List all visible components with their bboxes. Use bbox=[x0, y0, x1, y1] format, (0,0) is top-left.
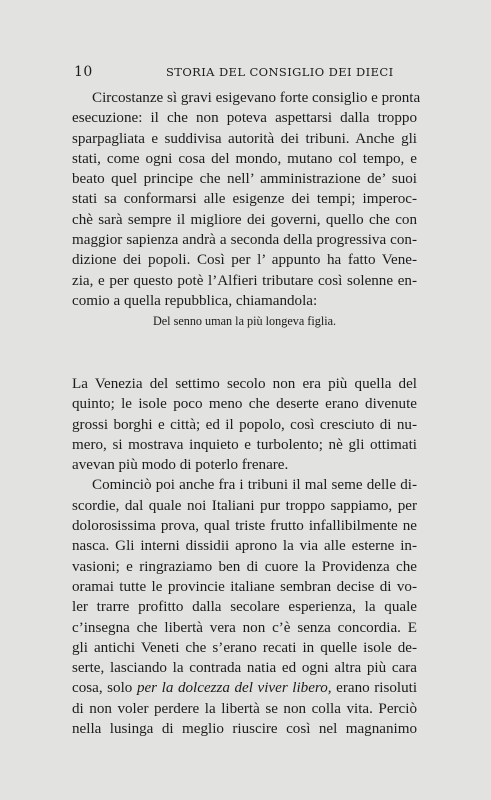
text-line: gli antichi Veneti che s’erano recati in quelle isole de- bbox=[72, 639, 417, 656]
text-segment: cosa, solo bbox=[72, 680, 133, 697]
text-line: maggior sapienza andrà a seconda della progressiva con- bbox=[72, 232, 417, 249]
text-line: sparpagliata e suddivisa autorità dei tribuni. Anche gli bbox=[72, 130, 417, 147]
text-line: comio a quella repubblica, chiamandola: bbox=[72, 292, 318, 309]
italic-quote: per la dolcezza del viver libero, bbox=[136, 680, 332, 697]
verse-quotation: Del senno uman la più longeva figlia. bbox=[152, 314, 337, 328]
text-line: ler trarre profitto dalla secolare esperienza, la quale bbox=[72, 599, 417, 616]
text-segment: erano risoluti bbox=[336, 680, 418, 697]
running-title: STORIA DEL CONSIGLIO DEI DIECI bbox=[166, 65, 394, 79]
text-line: c’insegna che libertà vera non c’è senza concordia. E bbox=[72, 619, 417, 636]
text-line: mero, si mostrava inquieto e turbolento; nè gli ottimati bbox=[72, 436, 417, 453]
text-line: Cominciò poi anche fra i tribuni il mal seme delle di- bbox=[92, 477, 417, 494]
text-line: stati, come ogni cosa del mondo, mutano col tempo, e bbox=[72, 150, 417, 167]
text-line: di non voler perdere la libertà se non colla vita. Perciò bbox=[72, 700, 417, 717]
text-line: chè sarà sempre il migliore dei governi, quello che con bbox=[72, 211, 417, 228]
text-line: nella lusinga di meglio riuscire così nel magnanimo bbox=[72, 721, 417, 738]
text-line bbox=[72, 678, 417, 698]
text-line: vasioni; e ringraziamo ben di cuore la Providenza che bbox=[72, 558, 417, 575]
paragraphs-2-3 bbox=[72, 374, 417, 739]
text-line: avevan più modo di poterlo frenare. bbox=[72, 457, 289, 474]
text-line: scordie, dal quale noi Italiani pur troppo sappiamo, per bbox=[72, 497, 417, 514]
text-line: serte, lasciando la contrada natia ed ogni altra più cara bbox=[72, 660, 417, 677]
paragraph-1 bbox=[72, 88, 421, 311]
text-line: stati sa conformarsi alle esigenze dei tempi; imperoc- bbox=[72, 191, 417, 208]
text-line: Circostanze sì gravi esigevano forte consiglio e pronta bbox=[92, 90, 421, 106]
text-line: nasca. Gli interni dissidii aprono la via alle esterne in- bbox=[72, 538, 417, 555]
text-line: quinto; le isole poco meno che deserte erano divenute bbox=[72, 396, 417, 413]
page-number: 10 bbox=[74, 64, 93, 80]
text-line: beato quel principe che nell’ amministrazione de’ suoi bbox=[72, 171, 417, 188]
page-header bbox=[74, 64, 416, 80]
text-line: esecuzione: il che non poteva aspettarsi dalla troppo bbox=[72, 110, 417, 127]
text-line: oramai tutte le provincie italiane sembran decise di vo- bbox=[72, 578, 417, 595]
text-line: grossi borghi e città; ed il popolo, così cresciuto di nu- bbox=[72, 416, 417, 433]
text-line: dolorosissima prova, qual triste frutto infallibilmente ne bbox=[72, 518, 417, 535]
text-line: zia, e per questo potè l’Alfieri tributare così solenne en- bbox=[72, 272, 417, 289]
text-line: dizione dei popoli. Così per l’ appunto ha fatto Vene- bbox=[72, 252, 417, 269]
text-line: La Venezia del settimo secolo non era più quella del bbox=[72, 376, 417, 392]
